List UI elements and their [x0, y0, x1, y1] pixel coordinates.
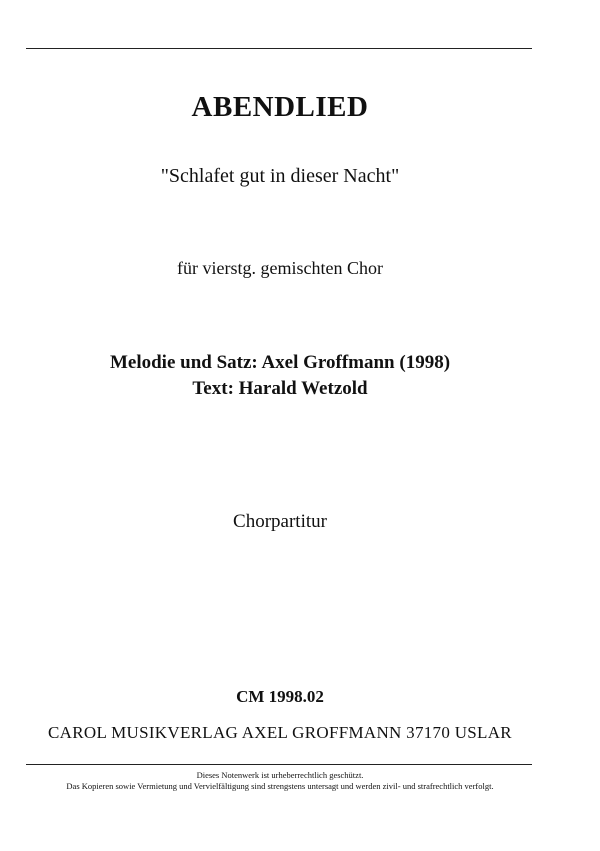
copyright-notice-line2: Das Kopieren sowie Vermietung und Vervielfältigung sind strengstens untersagt und werden zivil- und strafrechtlich verfolgt. — [66, 781, 494, 791]
top-divider — [26, 48, 532, 49]
catalog-number: CM 1998.02 — [236, 687, 324, 706]
page-title: ABENDLIED — [191, 91, 369, 123]
score-type: Chorpartitur — [233, 511, 327, 532]
scoring-info: für vierstg. gemischten Chor — [177, 258, 383, 278]
music-credit: Melodie und Satz: Axel Groffmann (1998) — [109, 352, 451, 373]
publisher-info: CAROL MUSIKVERLAG AXEL GROFFMANN 37170 USLAR — [48, 723, 512, 742]
copyright-notice-line1: Dieses Notenwerk ist urheberrechtlich geschützt. — [196, 770, 364, 780]
text-credit: Text: Harald Wetzold — [192, 378, 368, 399]
bottom-divider — [26, 764, 532, 765]
subtitle: "Schlafet gut in dieser Nacht" — [160, 165, 400, 187]
